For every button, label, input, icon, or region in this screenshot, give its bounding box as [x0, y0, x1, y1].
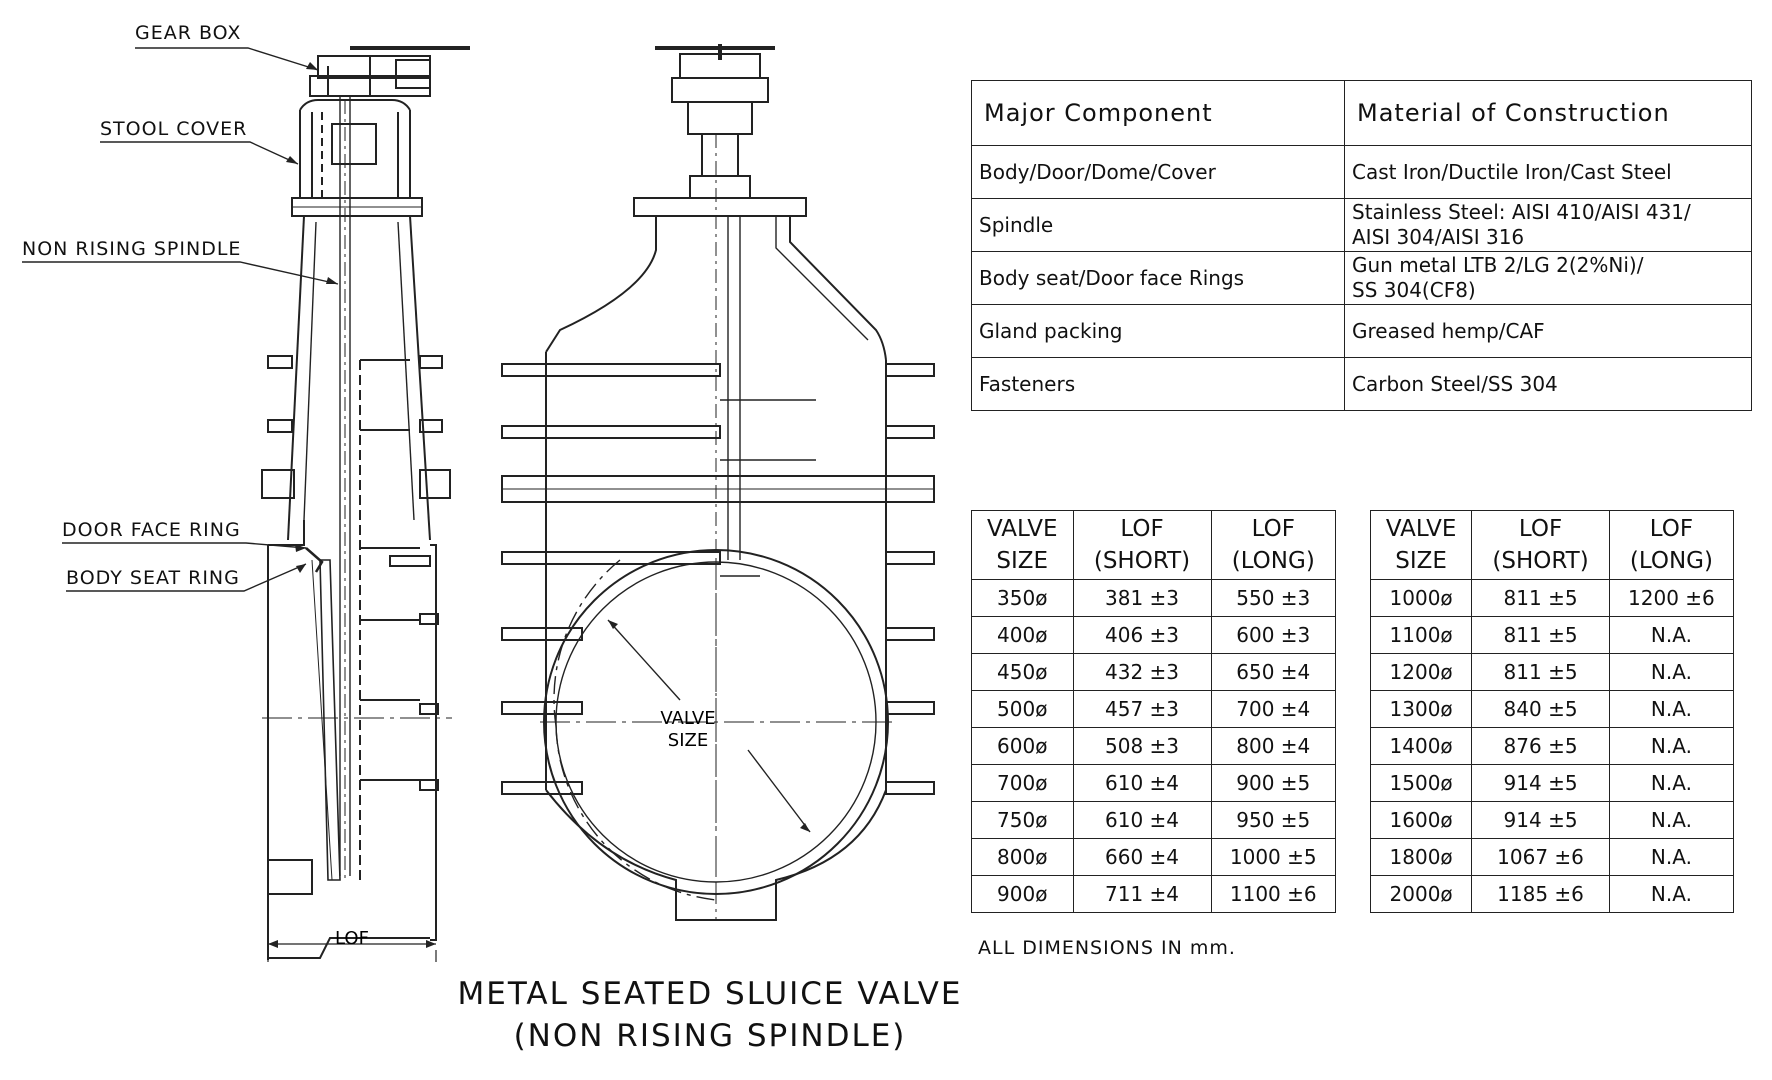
lof-long-cell: 1200 ±6	[1609, 580, 1733, 617]
lof-long-cell: 550 ±3	[1211, 580, 1335, 617]
lof-short-cell: 1067 ±6	[1472, 839, 1610, 876]
table-row	[1371, 802, 1734, 839]
drawing-title-line2: (NON RISING SPINDLE)	[513, 1018, 907, 1054]
table-row	[1371, 617, 1734, 654]
component-cell: Body/Door/Dome/Cover	[972, 146, 1345, 199]
dimensions-right-body	[1371, 580, 1734, 913]
lof-short-cell: 610 ±4	[1073, 765, 1211, 802]
lof-short-cell: 914 ±5	[1472, 765, 1610, 802]
lof-short-cell: 660 ±4	[1073, 839, 1211, 876]
valve-size-cell: 400ø	[972, 617, 1074, 654]
lof-long-cell: 1100 ±6	[1211, 876, 1335, 913]
valve-size-cell: 350ø	[972, 580, 1074, 617]
lof-long-cell: N.A.	[1609, 876, 1733, 913]
header-lof-short: LOF (SHORT)	[1073, 511, 1211, 580]
dimensions-table-right	[1370, 510, 1734, 913]
callout-gear-box: GEAR BOX	[135, 22, 242, 44]
header-lof-short: LOF (SHORT)	[1472, 511, 1610, 580]
drawing-title-line1: METAL SEATED SLUICE VALVE	[457, 976, 963, 1012]
table-row	[1371, 765, 1734, 802]
table-row	[1371, 728, 1734, 765]
callout-body-seat-ring: BODY SEAT RING	[66, 567, 240, 589]
lof-short-cell: 811 ±5	[1472, 580, 1610, 617]
lof-long-cell: 1000 ±5	[1211, 839, 1335, 876]
lof-long-cell: N.A.	[1609, 691, 1733, 728]
header-valve-size: VALVE SIZE	[1371, 511, 1472, 580]
lof-short-cell: 876 ±5	[1472, 728, 1610, 765]
table-row	[972, 839, 1336, 876]
table-row	[972, 691, 1336, 728]
lof-short-cell: 508 ±3	[1073, 728, 1211, 765]
lof-short-cell: 811 ±5	[1472, 654, 1610, 691]
component-cell: Body seat/Door face Rings	[972, 252, 1345, 305]
table-row	[972, 802, 1336, 839]
lof-long-cell: N.A.	[1609, 802, 1733, 839]
lof-long-cell: 950 ±5	[1211, 802, 1335, 839]
lof-short-cell: 914 ±5	[1472, 802, 1610, 839]
dimensions-left-body	[972, 580, 1336, 913]
lof-long-cell: N.A.	[1609, 728, 1733, 765]
table-row	[972, 305, 1752, 358]
valve-size-cell: 900ø	[972, 876, 1074, 913]
header-lof-long: LOF (LONG)	[1211, 511, 1335, 580]
valve-size-cell: 1400ø	[1371, 728, 1472, 765]
table-row	[972, 728, 1336, 765]
material-cell: Stainless Steel: AISI 410/AISI 431/ AISI 304/AISI 316	[1345, 199, 1752, 252]
component-cell: Spindle	[972, 199, 1345, 252]
lof-short-cell: 811 ±5	[1472, 617, 1610, 654]
table-row	[972, 146, 1752, 199]
table-row	[972, 876, 1336, 913]
material-cell: Greased hemp/CAF	[1345, 305, 1752, 358]
material-cell: Cast Iron/Ductile Iron/Cast Steel	[1345, 146, 1752, 199]
lof-short-cell: 840 ±5	[1472, 691, 1610, 728]
valve-size-cell: 800ø	[972, 839, 1074, 876]
valve-size-cell: 600ø	[972, 728, 1074, 765]
lof-long-cell: 600 ±3	[1211, 617, 1335, 654]
lof-short-cell: 432 ±3	[1073, 654, 1211, 691]
lof-short-cell: 406 ±3	[1073, 617, 1211, 654]
table-row	[1371, 691, 1734, 728]
valve-size-cell: 1300ø	[1371, 691, 1472, 728]
valve-size-cell: 1000ø	[1371, 580, 1472, 617]
materials-header-component: Major Component	[972, 81, 1345, 146]
lof-long-cell: 900 ±5	[1211, 765, 1335, 802]
component-cell: Gland packing	[972, 305, 1345, 358]
table-row	[1371, 876, 1734, 913]
valve-size-cell: 450ø	[972, 654, 1074, 691]
lof-long-cell: N.A.	[1609, 654, 1733, 691]
valve-size-cell: 1600ø	[1371, 802, 1472, 839]
callout-stool-cover: STOOL COVER	[100, 118, 248, 140]
table-row	[972, 765, 1336, 802]
material-cell: Gun metal LTB 2/LG 2(2%Ni)/ SS 304(CF8)	[1345, 252, 1752, 305]
lof-short-cell: 610 ±4	[1073, 802, 1211, 839]
lof-long-cell: 800 ±4	[1211, 728, 1335, 765]
lof-long-cell: 700 ±4	[1211, 691, 1335, 728]
side-section-view	[262, 48, 470, 962]
lof-short-cell: 711 ±4	[1073, 876, 1211, 913]
materials-table	[971, 80, 1752, 411]
lof-long-cell: N.A.	[1609, 839, 1733, 876]
table-row	[972, 199, 1752, 252]
lof-short-cell: 381 ±3	[1073, 580, 1211, 617]
lof-long-cell: N.A.	[1609, 765, 1733, 802]
table-row	[972, 580, 1336, 617]
lof-dimension-label: LOF	[335, 928, 369, 949]
callout-door-face-ring: DOOR FACE RING	[62, 519, 241, 541]
callout-non-rising-spindle: NON RISING SPINDLE	[22, 238, 242, 260]
valve-size-cell: 1500ø	[1371, 765, 1472, 802]
table-row	[1371, 654, 1734, 691]
valve-size-cell: 500ø	[972, 691, 1074, 728]
lof-short-cell: 1185 ±6	[1472, 876, 1610, 913]
valve-size-label-1: VALVE	[660, 708, 716, 729]
header-lof-long: LOF (LONG)	[1609, 511, 1733, 580]
lof-long-cell: N.A.	[1609, 617, 1733, 654]
valve-size-cell: 1800ø	[1371, 839, 1472, 876]
valve-size-label-2: SIZE	[667, 730, 709, 751]
header-valve-size: VALVE SIZE	[972, 511, 1074, 580]
valve-size-cell: 1100ø	[1371, 617, 1472, 654]
valve-size-cell: 2000ø	[1371, 876, 1472, 913]
table-row	[972, 617, 1336, 654]
lof-short-cell: 457 ±3	[1073, 691, 1211, 728]
valve-size-cell: 750ø	[972, 802, 1074, 839]
table-row	[1371, 839, 1734, 876]
dimensions-table-left	[971, 510, 1336, 913]
material-cell: Carbon Steel/SS 304	[1345, 358, 1752, 411]
lof-long-cell: 650 ±4	[1211, 654, 1335, 691]
valve-size-cell: 700ø	[972, 765, 1074, 802]
dimensions-note: ALL DIMENSIONS IN mm.	[978, 937, 1236, 959]
valve-size-cell: 1200ø	[1371, 654, 1472, 691]
table-row	[1371, 580, 1734, 617]
table-row	[972, 252, 1752, 305]
table-row	[972, 654, 1336, 691]
table-row	[972, 358, 1752, 411]
component-cell: Fasteners	[972, 358, 1345, 411]
front-view	[502, 44, 934, 920]
materials-header-material: Material of Construction	[1345, 81, 1752, 146]
